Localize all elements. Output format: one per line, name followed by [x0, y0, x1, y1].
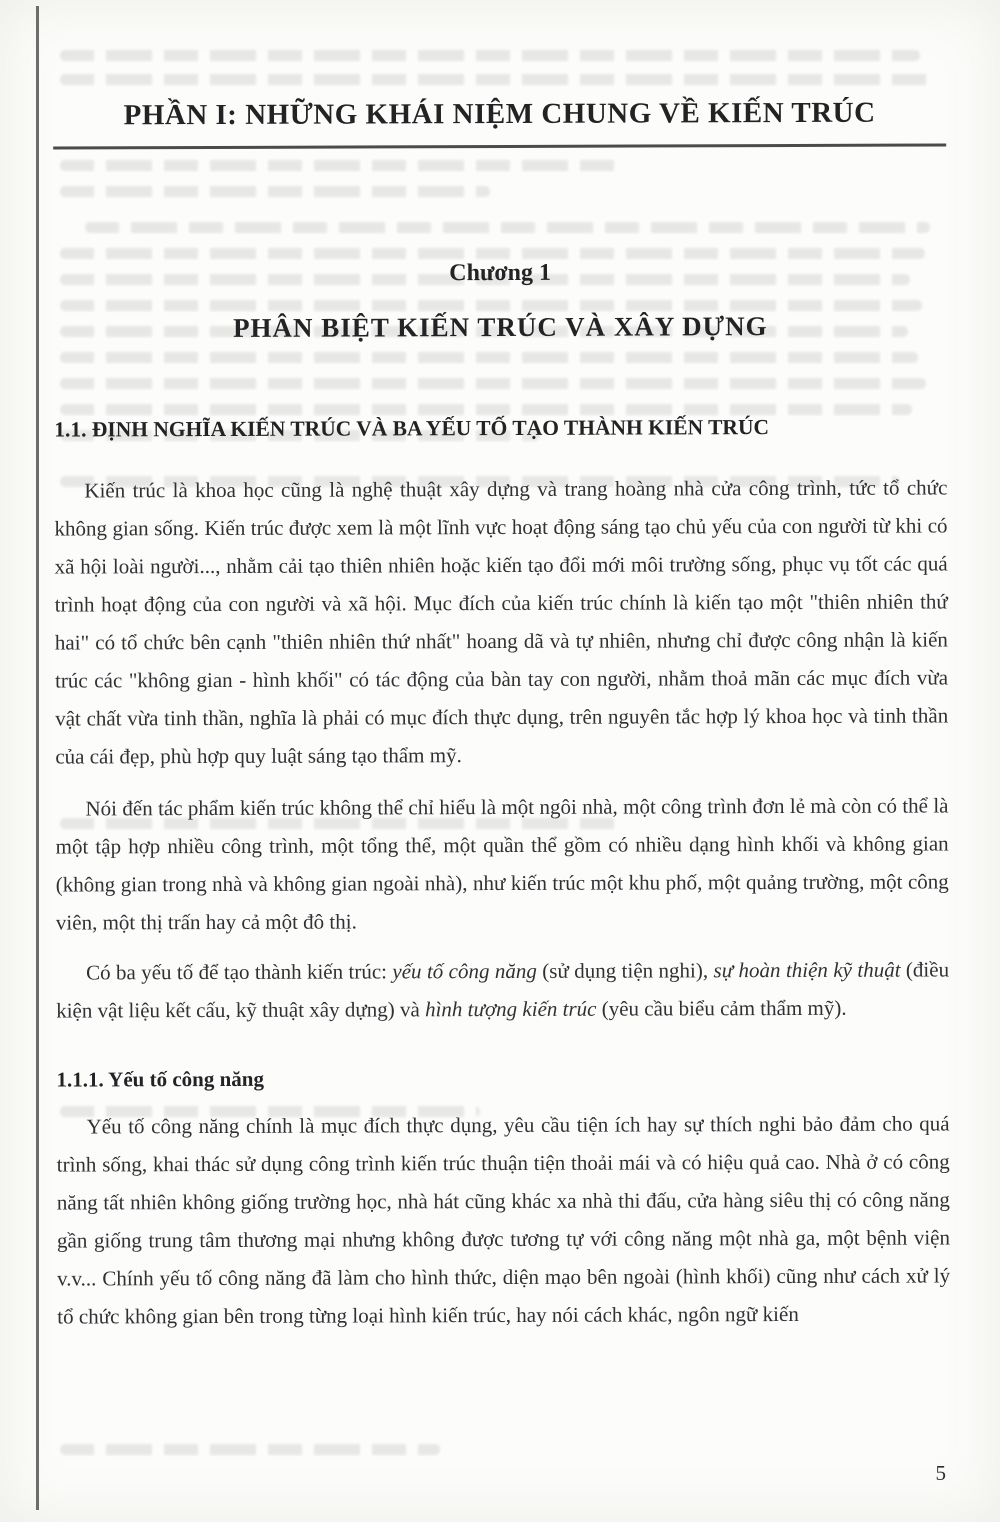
chapter-label: Chương 1: [449, 259, 552, 287]
subsection-heading: 1.1.1. Yếu tố công năng: [56, 1066, 264, 1092]
p3-text-1: Có ba yếu tố để tạo thành kiến trúc:: [86, 959, 393, 985]
paragraph-definition: Kiến trúc là khoa học cũng là nghệ thuật xây dựng và trang hoàng nhà cửa công trình, tức tổ chức không gian sống. Kiến trúc được xem là một lĩnh vực hoạt động sáng tạo chủ yếu của con người từ khi có xã hội loài người..., nhằm cải tạo thiên nhiên hoặc kiến tạo đổi mới môi trường sống, phục vụ tốt các quá trình hoạt động của con người và xã hội. Mục đích của kiến trúc chính là kiến tạo một "thiên nhiên thứ hai" có tổ chức bên cạnh "thiên nhiên thứ nhất" hoang dã và tự nhiên, nhưng chỉ được công nhận là kiến trúc các "không gian - hình khối" có tác động của bàn tay con người, nhằm thoả mãn các mục đích vừa vật chất vừa tinh thần, nghĩa là phải có mục đích thực dụng, trên nguyên tắc hợp lý khoa học và tinh thần của cái đẹp, phù hợp quy luật sáng tạo thẩm mỹ.: [54, 475, 949, 769]
page-number: 5: [935, 1461, 946, 1485]
p3-italic-hinh-tuong: hình tượng kiến trúc: [425, 996, 597, 1022]
paragraph-three-factors: [56, 950, 949, 1029]
paragraph-cong-nang: Yếu tố công năng chính là mục đích thực dụng, yêu cầu tiện ích hay sự thích nghi bảo đảm cho quá trình sống, khai thác sử dụng công trình kiến trúc thuận tiện thoải mái và có hiệu quả cao. Nhà ở có công năng tất nhiên không giống trường học, nhà hát cũng khác xa nhà thi đấu, cửa hàng siêu thị có công năng gần giống trung tâm thương mại nhưng không được tương tự với công năng một nhà ga, một bệnh viện v.v... Chính yếu tố công năng đã làm cho hình thức, diện mạo bên ngoài (hình khối) cũng như cách xử lý tổ chức không gian bên trong từng loại hình kiến trúc, hay nói cách khác, ngôn ngữ kiến: [56, 1111, 951, 1329]
p3-text-4: (yêu cầu biểu cảm thẩm mỹ).: [596, 995, 847, 1021]
p3-text-2: (sử dụng tiện nghi),: [536, 958, 714, 983]
paragraph-scope: Nói đến tác phẩm kiến trúc không thể chỉ hiểu là một ngôi nhà, một công trình đơn lẻ mà còn có thể là một tập hợp nhiều công trình, một tổng thể, một quần thể gồm có nhiều dạng hình khối và không gian (không gian trong nhà và không gian ngoài nhà), như kiến trúc một khu phố, một quảng trường, một công viên, một thị trấn hay cả một đô thị.: [55, 793, 949, 935]
section-heading: 1.1. ĐỊNH NGHĨA KIẾN TRÚC VÀ BA YẾU TỐ TẠO THÀNH KIẾN TRÚC: [54, 415, 770, 442]
p3-text-3: (điều kiện vật liệu kết cấu, kỹ thuật xây dựng) và: [56, 957, 950, 1023]
header-rule: [53, 143, 946, 149]
bleedthrough-line: [60, 1444, 440, 1455]
chapter-title: PHÂN BIỆT KIẾN TRÚC VÀ XÂY DỰNG: [232, 311, 768, 343]
p3-italic-cong-nang: yếu tố công năng: [392, 958, 537, 984]
part-header: PHẦN I: NHỮNG KHÁI NIỆM CHUNG VỀ KIẾN TRÚC: [123, 96, 876, 132]
p3-italic-ky-thuat: sự hoàn thiện kỹ thuật: [713, 957, 901, 983]
